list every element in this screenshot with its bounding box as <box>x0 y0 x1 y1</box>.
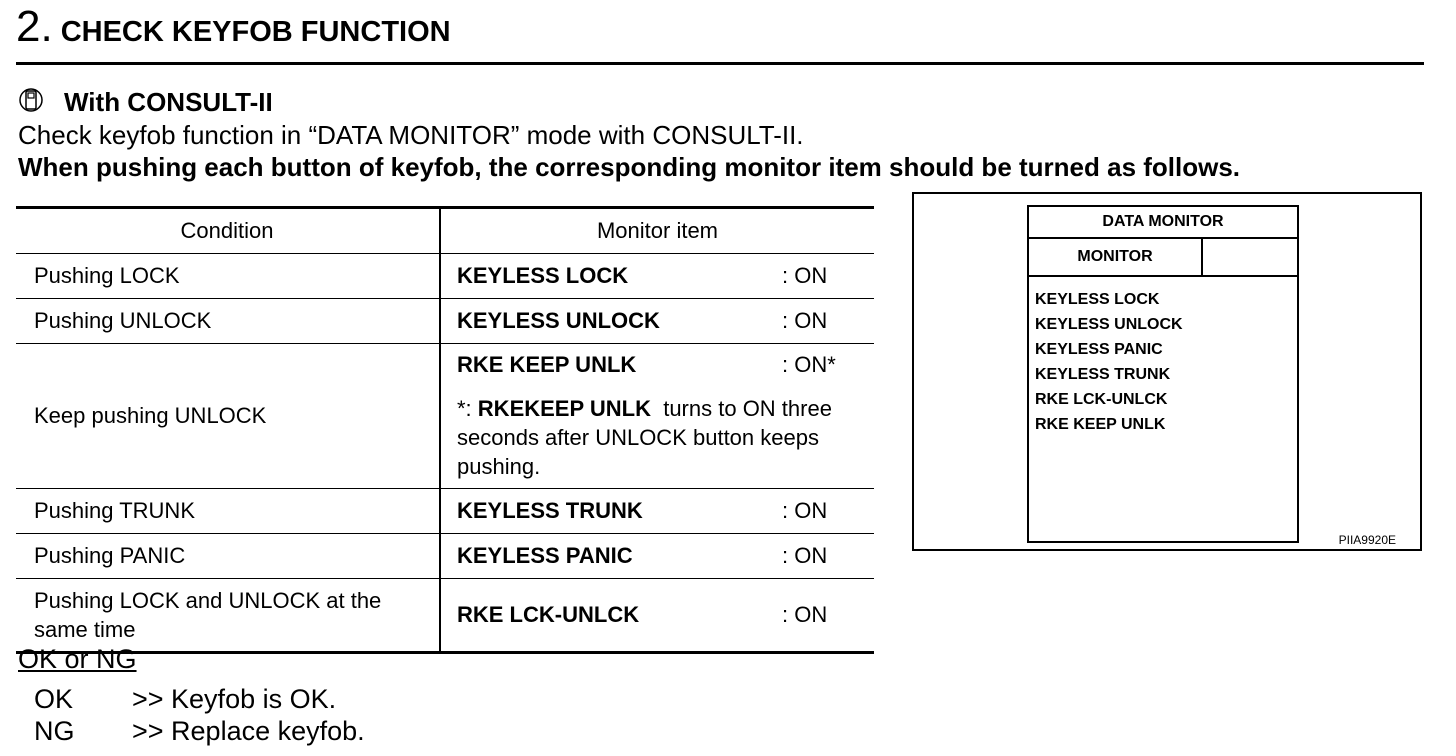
monitor-cell <box>440 254 874 299</box>
monitor-cell <box>440 489 874 534</box>
table-row <box>16 344 874 489</box>
monitor-value: : ON <box>782 543 828 568</box>
condition-cell: Pushing TRUNK <box>16 489 440 534</box>
condition-cell: Keep pushing UNLOCK <box>16 344 440 489</box>
table-row <box>16 534 874 579</box>
monitor-item: RKE KEEP UNLK <box>457 351 637 377</box>
monitor-cell <box>440 344 874 489</box>
heading-rule <box>16 62 1424 65</box>
header-monitor-item: Monitor item <box>440 208 874 254</box>
monitor-value: : ON <box>782 602 828 627</box>
screen-item: RKE LCK-UNLCK <box>1035 391 1168 408</box>
screen-item: KEYLESS LOCK <box>1035 291 1160 308</box>
result-ng <box>34 716 365 747</box>
monitor-item: KEYLESS PANIC <box>457 543 633 568</box>
footnote-item: RKEKEEP UNLK <box>477 395 651 421</box>
screen-item: KEYLESS UNLOCK <box>1035 316 1183 333</box>
monitor-cell <box>440 579 874 653</box>
monitor-item: KEYLESS UNLOCK <box>457 308 660 333</box>
screen-header-monitor: MONITOR <box>1029 239 1203 275</box>
screen-header-blank <box>1203 239 1297 275</box>
consult-tool-icon <box>18 86 44 118</box>
step-number: 2. <box>16 2 53 51</box>
monitor-value: : ON <box>782 498 828 523</box>
condition-cell: Pushing LOCK <box>16 254 440 299</box>
table-header-row <box>16 208 874 254</box>
result-ok <box>34 684 336 715</box>
condition-table <box>16 206 874 654</box>
monitor-value: : ON <box>782 263 828 288</box>
step-heading <box>16 2 451 52</box>
screen-item: KEYLESS TRUNK <box>1035 366 1171 383</box>
monitor-value: : ON <box>782 308 828 333</box>
consult-screen <box>1027 205 1299 543</box>
screen-item-list <box>1029 277 1297 437</box>
footnote-text: turns to ON three seconds after UNLOCK button keeps pushing. <box>457 395 839 479</box>
condition-cell: Pushing UNLOCK <box>16 299 440 344</box>
result-key: OK <box>34 684 74 714</box>
table-row <box>16 254 874 299</box>
monitor-item: KEYLESS LOCK <box>457 263 629 288</box>
monitor-cell <box>440 534 874 579</box>
consult-label: With CONSULT-II <box>64 86 273 117</box>
consult-heading <box>18 86 273 118</box>
condition-cell: Pushing LOCK and UNLOCK at the same time <box>16 579 440 653</box>
table-row <box>16 579 874 653</box>
footnote-prefix: *: <box>457 395 478 421</box>
ok-ng-heading: OK or NG <box>18 644 137 674</box>
data-monitor-figure <box>912 192 1422 551</box>
screen-header <box>1029 239 1297 277</box>
monitor-item: RKE LCK-UNLCK <box>457 602 640 627</box>
result-text: >> Replace keyfob. <box>132 716 365 746</box>
screen-item: RKE KEEP UNLK <box>1035 416 1166 433</box>
footnote <box>457 394 862 481</box>
condition-cell: Pushing PANIC <box>16 534 440 579</box>
result-text: >> Keyfob is OK. <box>132 684 337 714</box>
table-row <box>16 299 874 344</box>
step-title: CHECK KEYFOB FUNCTION <box>60 16 451 48</box>
monitor-item: KEYLESS TRUNK <box>457 498 643 523</box>
figure-id: PIIA9920E <box>1338 533 1396 547</box>
screen-item: KEYLESS PANIC <box>1035 341 1163 358</box>
monitor-value: : ON* <box>782 351 836 377</box>
intro-text: Check keyfob function in “DATA MONITOR” mode with CONSULT-II. <box>18 120 804 150</box>
monitor-cell <box>440 299 874 344</box>
header-condition: Condition <box>16 208 440 254</box>
result-key: NG <box>34 716 75 746</box>
intro-instruction: When pushing each button of keyfob, the corresponding monitor item should be turned as follows. <box>18 152 1241 182</box>
table-row <box>16 489 874 534</box>
screen-title: DATA MONITOR <box>1029 207 1297 239</box>
